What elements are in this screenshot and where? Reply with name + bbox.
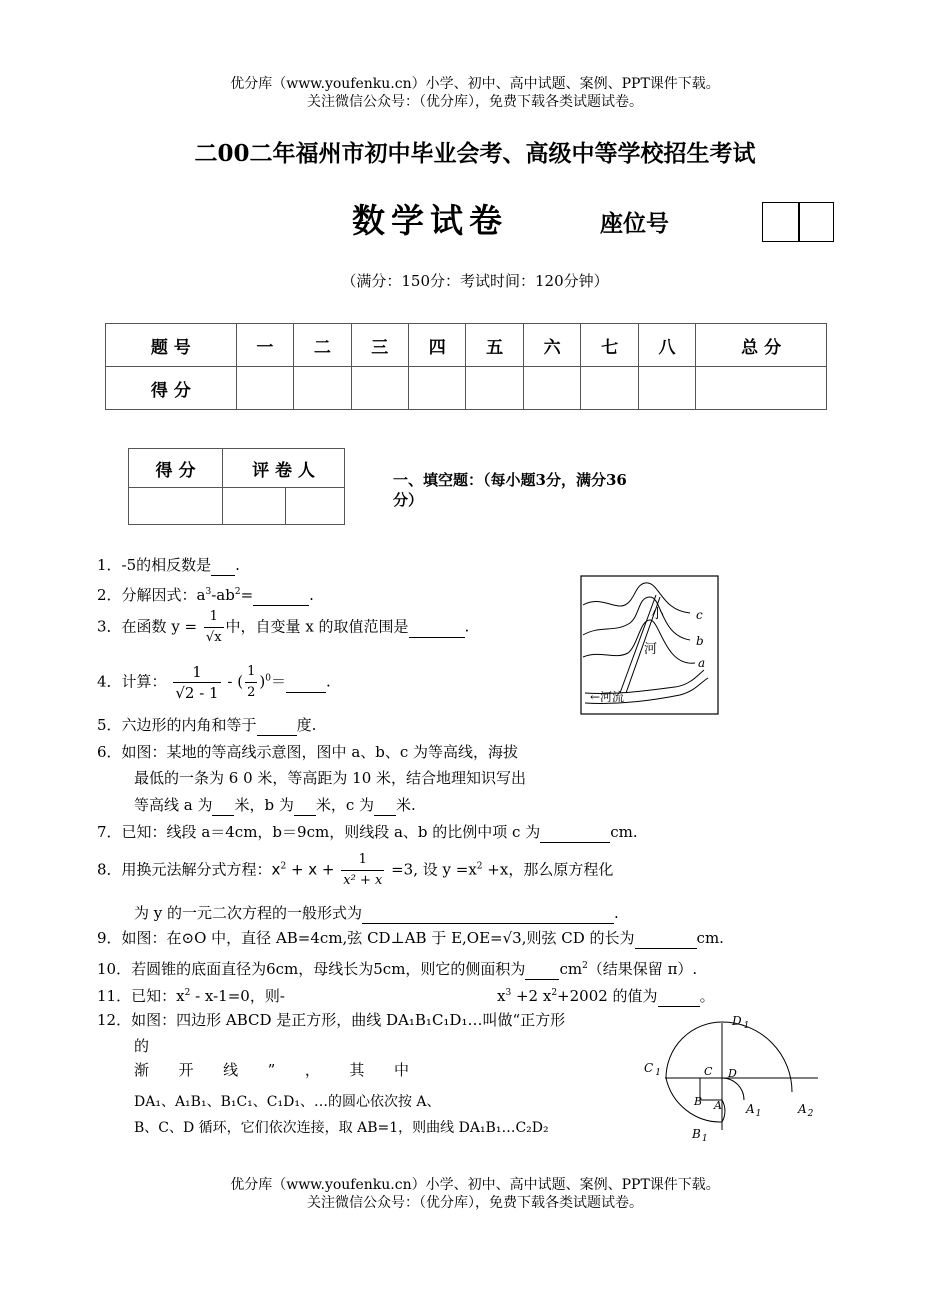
label-a: a <box>698 656 706 670</box>
answer-blank[interactable] <box>374 795 396 816</box>
score-header-cell: 五 <box>466 324 523 367</box>
answer-blank[interactable] <box>294 795 316 816</box>
answer-blank[interactable] <box>212 795 234 816</box>
fraction: $\frac{1}{\text{x² + x}}$ <box>343 852 383 888</box>
question-6-line-3: 等高线 a 为 米，b 为 米，c 为 米. <box>134 796 416 814</box>
answer-blank[interactable] <box>658 986 700 1007</box>
question-5: 5．六边形的内角和等于 度. <box>97 716 317 734</box>
label-b1: $B_1$ <box>692 1127 708 1144</box>
seat-label: 座位号 <box>600 210 669 237</box>
grader-score-label: 得 分 <box>129 449 223 488</box>
question-7: 7．已知：线段 a＝4cm，b＝9cm，则线段 a、b 的比例中项 c 为 cm. <box>97 823 638 841</box>
score-header-cell: 四 <box>409 324 466 367</box>
question-6-line-2: 最低的一条为 6 0 米，等高距为 10 米，结合地理知识写出 <box>134 769 527 787</box>
fraction: $\frac{1}{√x}$ <box>205 609 222 645</box>
question-2: 2．分解因式：$a^3-ab^2=$ . <box>97 586 314 604</box>
question-9: 9．如图：在⊙O 中，直径 AB=4cm,弦 CD⊥AB 于 E,OE=√3,则弦 CD 的长为 cm. <box>97 929 724 947</box>
score-cell[interactable] <box>409 367 466 410</box>
question-1: 1．-5的相反数是 . <box>97 556 240 574</box>
square-abcd <box>700 1078 722 1100</box>
score-cell[interactable] <box>696 367 827 410</box>
score-header-cell: 总 分 <box>696 324 827 367</box>
score-cell[interactable] <box>294 367 351 410</box>
contour-line-c <box>583 583 690 613</box>
answer-blank[interactable] <box>211 555 235 576</box>
score-header-cell: 七 <box>581 324 638 367</box>
subject-title: 数学试卷 <box>352 201 508 240</box>
label-b: b <box>696 634 704 648</box>
question-8-line-2: 为 y 的一元二次方程的一般形式为 . <box>134 904 619 922</box>
answer-blank[interactable] <box>286 672 326 693</box>
question-8: 8．用换元法解分式方程：$x^2 + x$ + $\frac{1}{\text{x² + x}}$ =3, 设 $y =x^2 +x$，那么原方程化 <box>97 850 613 891</box>
label-small: 小 <box>651 607 665 622</box>
score-header-cell: 六 <box>523 324 580 367</box>
score-cell[interactable] <box>466 367 523 410</box>
fraction: $\frac{1}{√2 - 1}$ <box>175 663 219 702</box>
seat-number-box[interactable] <box>762 202 834 242</box>
score-header-cell: 二 <box>294 324 351 367</box>
grader-score-cell[interactable] <box>129 488 223 525</box>
score-cell[interactable] <box>351 367 408 410</box>
grader-cell[interactable] <box>286 488 345 525</box>
question-3: 3．在函数 y = $\frac{1}{√x}$ 中，自变量 x 的取值范围是 . <box>97 607 469 648</box>
question-6: 6．如图：某地的等高线示意图，图中 a、b、c 为等高线，海拔 <box>97 743 519 761</box>
label-c: C <box>704 1065 713 1078</box>
fraction: $\frac{1}{2}$ <box>247 664 256 700</box>
score-header-cell: 题 号 <box>106 324 237 367</box>
grader-cell[interactable] <box>223 488 286 525</box>
score-row-label: 得 分 <box>106 367 237 410</box>
footer-line-1: 优分库（www.youfenku.cn）小学、初中、高中试题、案例、PPT课件下载。 <box>230 1177 720 1193</box>
answer-blank[interactable] <box>635 928 697 949</box>
exam-title: 二00二年福州市初中毕业会考、高级中等学校招生考试 <box>194 140 756 167</box>
label-river-flow: ←河流 <box>590 690 625 704</box>
label-a1: $A_1$ <box>746 1102 762 1119</box>
contour-map-figure <box>580 575 720 715</box>
question-4: 4．计算： $\frac{1}{√2 - 1}$ - ( $\frac{1}{2}$ )$^0$＝ . <box>97 663 331 702</box>
label-a2: $A_2$ <box>798 1102 814 1119</box>
grader-table <box>128 448 345 525</box>
question-12-line-3: DA₁、A₁B₁、B₁C₁、C₁D₁、…的圆心依次按 A、 <box>134 1094 441 1110</box>
score-header-cell: 八 <box>638 324 695 367</box>
score-cell[interactable] <box>523 367 580 410</box>
header-line-1: 优分库（www.youfenku.cn）小学、初中、高中试题、案例、PPT课件下载。 <box>230 76 720 92</box>
score-cell[interactable] <box>638 367 695 410</box>
contour-line-b <box>583 597 690 640</box>
answer-blank[interactable] <box>362 903 614 924</box>
arc-c1-d1 <box>666 1022 722 1078</box>
spiral-figure <box>640 1005 820 1145</box>
question-10: 10．若圆锥的底面直径为6cm，母线长为5cm，则它的侧面积为 $cm^2$（结果保留 π）. <box>97 960 698 978</box>
question-12-line-1b: 的 <box>134 1037 150 1055</box>
score-header-row <box>106 324 827 367</box>
question-12-line-4: B、C、D 循环，它们依次连接，取 AB=1，则曲线 DA₁B₁…C₂D₂ <box>134 1120 549 1136</box>
arc-d-a1 <box>722 1078 744 1100</box>
answer-blank[interactable] <box>409 617 465 638</box>
score-cell[interactable] <box>581 367 638 410</box>
question-12-line-2: 渐 开 线 ” ， 其 中 <box>134 1061 409 1079</box>
arc-d1-a2 <box>722 1022 792 1092</box>
exam-info: （满分：150分：考试时间：120分钟） <box>341 272 609 290</box>
question-11: 11．已知：$x^2 - x-1=0$，则- <box>97 987 285 1005</box>
label-d: D <box>728 1067 737 1080</box>
score-cell[interactable] <box>236 367 293 410</box>
score-header-cell: 三 <box>351 324 408 367</box>
question-12: 12．如图：四边形 ABCD 是正方形，曲线 DA₁B₁C₁D₁…叫做“正方形 <box>97 1011 566 1029</box>
score-table <box>105 323 827 410</box>
grader-name-label: 评 卷 人 <box>223 449 345 488</box>
score-header-cell: 一 <box>236 324 293 367</box>
question-11-expression: $x^3 +2$ $x^2+2002$ 的值为 。 <box>497 987 715 1005</box>
answer-blank[interactable] <box>525 959 559 980</box>
answer-blank[interactable] <box>540 822 610 843</box>
answer-blank[interactable] <box>253 585 309 606</box>
answer-blank[interactable] <box>257 715 297 736</box>
label-c: c <box>696 608 703 622</box>
score-value-row <box>106 367 827 410</box>
header-line-2: 关注微信公众号：（优分库），免费下载各类试题试卷。 <box>307 94 643 110</box>
label-c1: C $_1$ <box>644 1061 661 1078</box>
label-d1: D $_1$ <box>732 1014 750 1031</box>
label-a: A <box>714 1099 722 1112</box>
label-river: 河 <box>644 642 658 657</box>
footer-line-2: 关注微信公众号：（优分库），免费下载各类试题试卷。 <box>307 1195 643 1211</box>
label-b: B <box>694 1095 703 1108</box>
section-1-heading: 一、填空题：（每小题3分，满分36 分） <box>393 471 627 509</box>
